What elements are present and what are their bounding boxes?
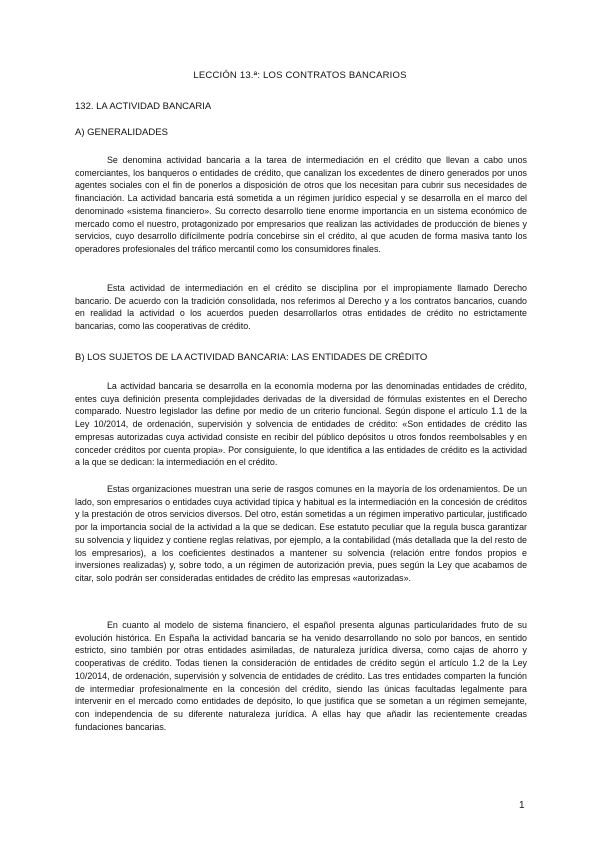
section-heading-132: 132. LA ACTIVIDAD BANCARIA: [75, 101, 212, 112]
paragraph-b1-text: La actividad bancaria se desarrolla en la economía moderna por las denominadas entidades de crédito, entes cuya definición presenta complejidades derivadas de la diversidad de fórmulas existentes en el Derecho comparado. Nuestro legislador las define por medio de un criterio funcional. Según dispone el artículo 1.1 de la Ley 10/2014, de ordenación, supervisión y solvencia de entidades de crédito: «Son entidades de crédito las empresas autorizadas cuya actividad consiste en recibir del público depósitos u otros fondos reembolsables y en conceder créditos por cuenta propia». Por consiguiente, lo que identifica a las entidades de crédito es la actividad a la que se dedican: la intermediación en el crédito.: [75, 381, 527, 468]
subsection-heading-a: A) GENERALIDADES: [75, 127, 168, 138]
paragraph-a1-text: Se denomina actividad bancaria a la tarea de intermediación en el crédito que llevan a cabo unos comerciantes, los banqueros o entidades de crédito, que canalizan los excedentes de dinero generados por unos agentes sociales con el fin de ponerlos a disposición de otros que los necesitan para cubrir sus necesidades de financiación. La actividad bancaria está sometida a un régimen jurídico especial y se desarrolla en el marco del denominado «sistema financiero». Su correcto desarrollo tiene enorme importancia en un sistema económico de mercado como el nuestro, protagonizado por empresarios que realizan las actividades de producción de bienes y servicios, cuyo desarrollo difícilmente podría concebirse sin el crédito, al que acuden de forma masiva tanto los operadores profesionales del tráfico mercantil como los consumidores finales.: [75, 155, 527, 254]
paragraph-a2-text: Esta actividad de intermediación en el crédito se disciplina por el impropiamente llamado Derecho bancario. De acuerdo con la tradición consolidada, nos referimos al Derecho y a los contratos bancarios, cuando en realidad la actividad o los acuerdos pueden desarrollarlos otras entidades de crédito no estrictamente bancarias, como las cooperativas de crédito.: [75, 283, 527, 332]
paragraph-b3: [75, 619, 527, 733]
paragraph-b2: [75, 483, 527, 585]
subsection-heading-b: B) LOS SUJETOS DE LA ACTIVIDAD BANCARIA: LAS ENTIDADES DE CRÉDITO: [75, 352, 428, 363]
paragraph-a2: [75, 282, 527, 333]
paragraph-a1: [75, 154, 527, 256]
paragraph-b2-text: Estas organizaciones muestran una serie de rasgos comunes en la mayoría de los ordenamientos. De un lado, son empresarios o entidades cuya actividad típica y habitual es la intermediación en la concesión de créditos y la prestación de otros servicios diversos. Del otro, están sometidas a un régimen imperativo particular, justificado por la importancia social de la actividad a la que se dedican. Ese estatuto peculiar que la regula busca garantizar su solvencia y liquidez y contiene reglas relativas, por ejemplo, a la contabilidad (más detallada que la del resto de los empresarios), a los coeficientes destinados a mantener su solvencia (relación entre fondos propios e inversiones realizadas) y, sobre todo, a un régimen de autorización previa, pues según la Ley que acabamos de citar, solo podrán ser consideradas entidades de crédito las empresas «autorizadas».: [75, 484, 527, 583]
paragraph-b1: [75, 380, 527, 469]
page-number: 1: [519, 800, 525, 811]
lesson-title: LECCIÓN 13.ª: LOS CONTRATOS BANCARIOS: [193, 70, 407, 81]
paragraph-b3-text: En cuanto al modelo de sistema financiero, el español presenta algunas particularidades fruto de su evolución histórica. En España la actividad bancaria se ha venido desarrollando no solo por bancos, en sentido estricto, sino también por otras entidades asimiladas, de naturaleza jurídica diversa, como cajas de ahorro y cooperativas de crédito. Todas tienen la consideración de entidades de crédito según el artículo 1.2 de la Ley 10/2014, de ordenación, supervisión y solvencia de entidades de crédito. Las tres entidades comparten la función de intermediar profesionalmente en la concesión del crédito, siendo las únicas facultadas legalmente para intervenir en el mercado como entidades de depósito, lo que justifica que se sometan a un régimen semejante, con independencia de su diferente naturaleza jurídica. A ellas hay que añadir las recientemente creadas fundaciones bancarias.: [75, 620, 527, 732]
